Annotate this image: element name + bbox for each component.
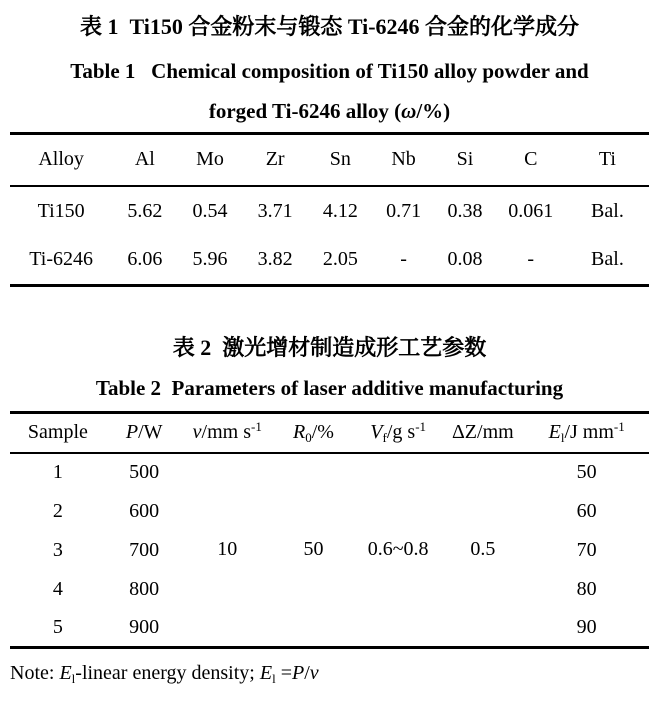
table-cell: Ti150 [37, 199, 85, 222]
symbol-p: P [291, 662, 305, 684]
symbol-p: P [125, 421, 139, 444]
col-zr: Zr [265, 148, 285, 171]
symbol-r: R [293, 421, 306, 444]
table-cell: Bal. [591, 199, 624, 222]
table-cell: 600 [129, 499, 160, 522]
note-text: Note: [10, 662, 60, 684]
symbol-v: v [309, 662, 319, 684]
table-cell: 4 [52, 577, 63, 600]
caption-text: /%) [416, 99, 451, 123]
col-al: Al [134, 148, 155, 171]
unit-text: /W [138, 421, 163, 444]
note-text: -linear energy density; [75, 662, 260, 684]
symbol-e: E [59, 662, 72, 684]
table-cell: - [527, 248, 535, 271]
table1-header-row [10, 134, 649, 186]
caption-text: forged Ti-6246 alloy ( [208, 99, 402, 123]
col-ti: Ti [598, 148, 616, 171]
table1-caption-zh: 表 1 Ti150 合金粉末与锻态 Ti-6246 合金的化学成分 [79, 14, 580, 39]
subscript: 0 [305, 430, 312, 446]
table-cell: 700 [129, 538, 160, 561]
subscript: l [71, 671, 76, 686]
note-text: = [275, 662, 292, 684]
table-cell: 800 [129, 577, 160, 600]
table-cell: 50 [576, 461, 597, 483]
col-mo: Mo [196, 148, 224, 171]
merged-cell-scan-speed: 10 [217, 538, 238, 561]
table-cell: 3.82 [257, 248, 293, 271]
subscript: f [382, 430, 387, 446]
table-cell: 5.62 [127, 199, 163, 222]
table-cell: 90 [576, 615, 597, 638]
table2-row-1 [10, 453, 649, 492]
table-cell: Ti-6246 [29, 248, 93, 271]
table2-caption-zh: 表 2 激光增材制造成形工艺参数 [172, 335, 487, 360]
table1-chemical-composition [10, 132, 649, 287]
symbol-e: E [259, 662, 273, 684]
table-cell: 4.12 [322, 199, 358, 222]
merged-cell-overlap-rate: 50 [303, 538, 324, 561]
superscript: -1 [613, 419, 625, 435]
table-cell: 80 [576, 577, 597, 600]
superscript: -1 [415, 419, 427, 435]
table-cell: 70 [576, 538, 597, 561]
col-alloy: Alloy [38, 148, 84, 171]
table2-header-row [10, 413, 649, 453]
table-cell: - [400, 248, 407, 271]
col-nb: Nb [391, 148, 416, 171]
col-c: C [524, 148, 538, 171]
merged-cell-powder-feed-rate: 0.6~0.8 [367, 538, 429, 561]
col-layer-thickness: ΔZ/mm [451, 421, 514, 444]
col-scan-speed [183, 413, 272, 453]
table1-row-ti6246 [10, 236, 649, 286]
note-text: / [304, 662, 310, 684]
table-cell: 0.08 [447, 248, 483, 271]
merged-cell-layer-thickness: 0.5 [470, 538, 496, 561]
subscript: l [272, 671, 276, 686]
table-cell: 0.061 [508, 199, 554, 222]
table1-caption-en-line1: Table 1 Chemical composition of Ti150 alloy powder and [70, 59, 589, 83]
col-overlap-rate [272, 413, 355, 453]
superscript: -1 [250, 419, 262, 435]
symbol-e: E [548, 421, 561, 444]
table-cell: 0.54 [192, 199, 228, 222]
col-laser-power [106, 413, 183, 453]
table-cell: 0.71 [386, 199, 422, 222]
subscript: l [560, 430, 565, 446]
table-cell: 2.05 [322, 248, 358, 271]
table2-caption-en: Table 2 Parameters of laser additive manufacturing [95, 376, 564, 400]
table-cell: 2 [52, 499, 63, 522]
unit-text: /g s [386, 421, 416, 444]
col-powder-feed-rate [355, 413, 441, 453]
table-cell: 900 [129, 615, 160, 638]
col-linear-energy-density [524, 413, 649, 453]
col-si: Si [456, 148, 474, 171]
unit-text: /J mm [564, 421, 614, 444]
table-cell: Bal. [591, 248, 624, 271]
unit-text: /% [311, 421, 334, 444]
table2-footnote [10, 662, 659, 685]
table-cell: 500 [129, 461, 160, 483]
col-sample: Sample [27, 421, 88, 444]
table-cell: 5 [52, 615, 63, 638]
col-sn: Sn [329, 148, 351, 171]
table-cell: 6.06 [127, 248, 163, 271]
table1-caption-en-line2 [0, 96, 659, 126]
unit-text: /mm s [201, 421, 251, 444]
symbol-vf: V [370, 421, 383, 444]
table-cell: 0.38 [447, 199, 483, 222]
table-cell: 3.71 [257, 199, 293, 222]
table-cell: 3 [52, 538, 63, 561]
omega-symbol: ω [401, 99, 417, 123]
table-cell: 5.96 [192, 248, 228, 271]
table1-row-ti150 [10, 186, 649, 236]
table-cell: 60 [576, 499, 597, 522]
table-cell: 1 [52, 461, 63, 483]
table2-process-parameters [10, 411, 649, 649]
symbol-v: v [192, 421, 202, 444]
